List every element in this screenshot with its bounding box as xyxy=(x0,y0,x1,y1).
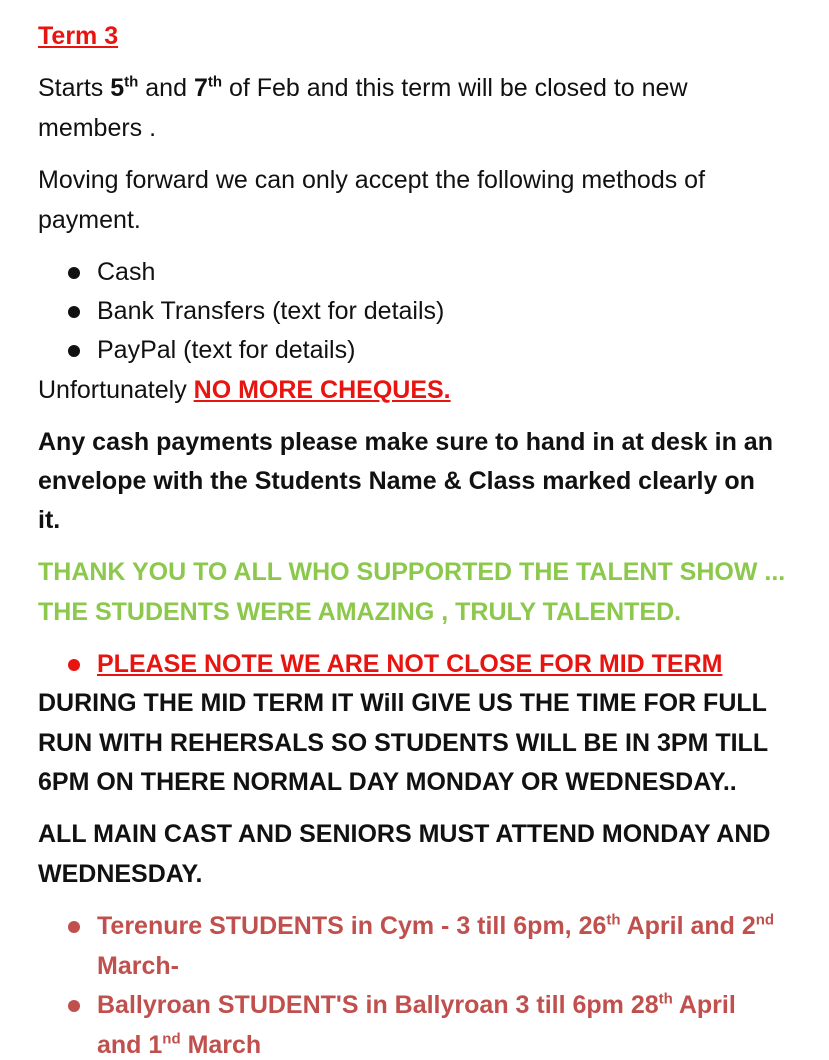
intro-and: and xyxy=(138,74,194,102)
payment-method-bank: Bank Transfers (text for details) xyxy=(97,297,445,325)
ballyroan-text-b: April xyxy=(672,991,736,1019)
bullet-dot xyxy=(68,267,80,279)
cash-note-line-2: envelope with the Students Name & Class marked clearly on xyxy=(38,467,755,495)
mid-term-note: PLEASE NOTE WE ARE NOT CLOSE FOR MID TERM xyxy=(97,650,723,678)
attendance-line-2: WEDNESDAY. xyxy=(38,860,203,888)
terenure-schedule-line-2: March- xyxy=(97,952,179,980)
payment-line-1: Moving forward we can only accept the following methods of xyxy=(38,166,706,194)
intro-day-2: 7 xyxy=(193,74,208,102)
bullet-dot xyxy=(68,1000,80,1012)
payment-method-paypal: PayPal (text for details) xyxy=(97,336,356,364)
intro-sup-2: th xyxy=(207,73,223,91)
terenure-text-a: Terenure STUDENTS in Cym - 3 till 6pm, 26 xyxy=(97,912,607,940)
attendance-line-1: ALL MAIN CAST AND SENIORS MUST ATTEND MONDAY AND xyxy=(38,820,771,848)
mid-term-detail-1: DURING THE MID TERM IT Will GIVE US THE TIME FOR FULL xyxy=(38,689,767,717)
intro-sup-1: th xyxy=(124,73,139,91)
unfortunately-text: Unfortunately xyxy=(38,376,194,404)
ballyroan-line2-b: March xyxy=(180,1031,262,1059)
bullet-dot xyxy=(68,659,80,671)
intro-starts: Starts xyxy=(38,74,111,102)
intro-day-1: 5 xyxy=(110,74,125,102)
mid-term-detail-2: RUN WITH REHERSALS SO STUDENTS WILL BE IN 3PM TILL xyxy=(38,729,769,757)
terenure-schedule-line-1 xyxy=(97,911,774,941)
intro-line-2: members . xyxy=(38,114,157,142)
term-heading: Term 3 xyxy=(38,22,119,50)
cash-note-line-1: Any cash payments please make sure to hand in at desk in an xyxy=(38,428,773,456)
ballyroan-text-a: Ballyroan STUDENT'S in Ballyroan 3 till 6pm 28 xyxy=(97,991,659,1019)
terenure-sup-1: th xyxy=(606,911,621,929)
bullet-dot xyxy=(68,345,80,357)
bullet-dot xyxy=(68,921,80,933)
ballyroan-sup-2: nd xyxy=(162,1030,181,1048)
ballyroan-schedule-line-1 xyxy=(97,990,736,1020)
ballyroan-schedule-line-2 xyxy=(97,1030,261,1060)
bullet-dot xyxy=(68,306,80,318)
thanks-line-2: THE STUDENTS WERE AMAZING , TRULY TALENTED. xyxy=(38,598,682,626)
payment-line-2: payment. xyxy=(38,206,141,234)
intro-rest: of Feb and this term will be closed to new xyxy=(222,74,688,102)
terenure-sup-2: nd xyxy=(755,911,775,929)
ballyroan-sup: th xyxy=(658,990,673,1008)
ballyroan-line2-a: and 1 xyxy=(97,1031,163,1059)
payment-method-cash: Cash xyxy=(97,258,156,286)
no-cheques-line xyxy=(38,375,451,405)
terenure-text-b: April and 2 xyxy=(620,912,756,940)
intro-line-1 xyxy=(38,73,688,103)
mid-term-detail-3: 6PM ON THERE NORMAL DAY MONDAY OR WEDNESDAY.. xyxy=(38,768,737,796)
no-cheques-warning: NO MORE CHEQUES. xyxy=(193,376,451,404)
cash-note-line-3: it. xyxy=(38,506,61,534)
thanks-line-1: THANK YOU TO ALL WHO SUPPORTED THE TALENT SHOW ... xyxy=(38,558,786,586)
